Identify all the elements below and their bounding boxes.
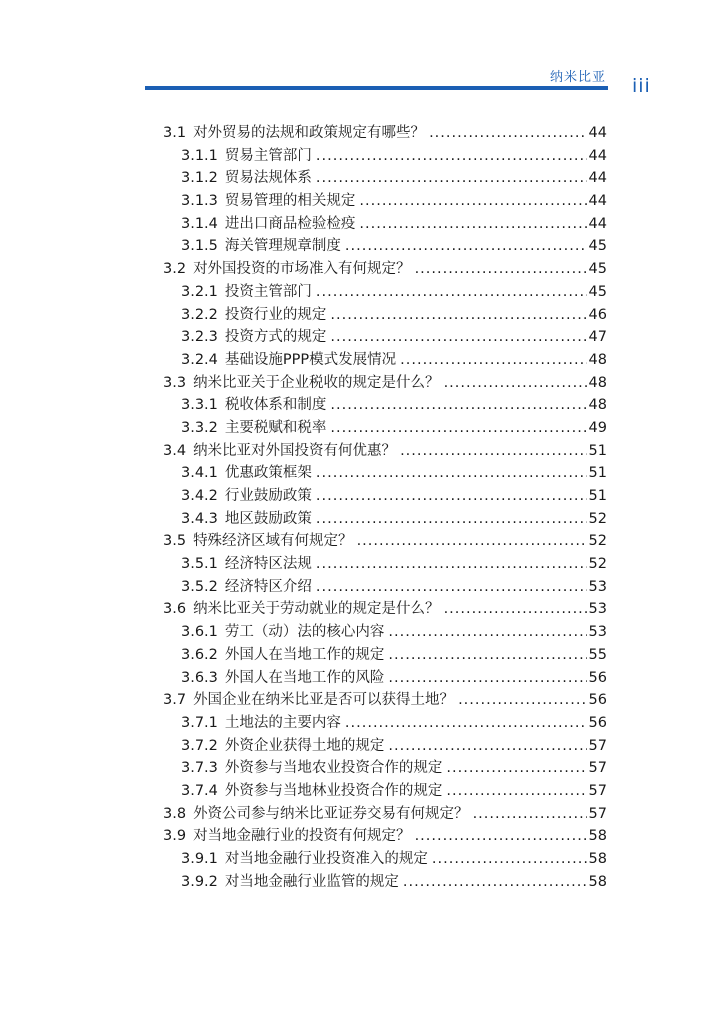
toc-entry-number: 3.7.2: [181, 737, 218, 754]
toc-entry-title: 劳工（动）法的核心内容: [224, 624, 385, 641]
toc-subsection-entry[interactable]: [163, 417, 607, 440]
toc-entry-page-number: 44: [588, 215, 607, 232]
toc-dot-leader: [316, 167, 587, 190]
toc-dot-leader: [330, 394, 586, 417]
toc-entry-title: 投资主管部门: [224, 283, 312, 300]
toc-section-entry[interactable]: [163, 803, 607, 826]
toc-dot-leader: [316, 145, 587, 168]
toc-subsection-entry[interactable]: [163, 304, 607, 327]
toc-entry-number: 3.6.3: [181, 669, 218, 686]
toc-subsection-entry[interactable]: [163, 462, 607, 485]
toc-entry-title: 外国人在当地工作的规定: [224, 646, 385, 663]
page-number: iii: [632, 75, 651, 97]
toc-subsection-entry[interactable]: [163, 848, 607, 871]
toc-subsection-entry[interactable]: [163, 757, 607, 780]
header-rule: [145, 86, 608, 90]
toc-dot-leader: [473, 803, 587, 826]
toc-entry-title: 土地法的主要内容: [224, 714, 341, 731]
toc-entry-page-number: 47: [588, 329, 607, 346]
toc-entry-number: 3.1.2: [181, 170, 218, 187]
toc-dot-leader: [388, 735, 586, 758]
toc-entry-title: 外资企业获得土地的规定: [224, 737, 385, 754]
toc-entry-page-number: 45: [588, 283, 607, 300]
toc-dot-leader: [330, 417, 586, 440]
toc-entry-number: 3.2.2: [181, 306, 218, 323]
toc-entry-page-number: 57: [588, 760, 607, 777]
toc-subsection-entry[interactable]: [163, 235, 607, 258]
toc-entry-page-number: 52: [588, 533, 607, 550]
toc-dot-leader: [330, 326, 586, 349]
toc-entry-page-number: 58: [588, 873, 607, 890]
toc-dot-leader: [316, 485, 587, 508]
toc-section-entry[interactable]: [163, 258, 607, 281]
toc-section-entry[interactable]: [163, 598, 607, 621]
toc-entry-title: 外国企业在纳米比亚是否可以获得土地？: [193, 692, 455, 709]
toc-subsection-entry[interactable]: [163, 394, 607, 417]
toc-entry-number: 3.9.1: [181, 851, 218, 867]
toc-subsection-entry[interactable]: [163, 712, 607, 735]
toc-entry-number: 3.1.1: [181, 147, 218, 164]
toc-dot-leader: [415, 825, 587, 848]
toc-entry-title: 进出口商品检验检疫: [224, 215, 356, 232]
toc-dot-leader: [400, 349, 586, 372]
toc-entry-page-number: 48: [588, 374, 607, 391]
running-header-title: 纳米比亚: [549, 70, 606, 85]
toc-entry-number: 3.7.3: [181, 760, 218, 777]
toc-entry-page-number: 52: [588, 556, 607, 573]
toc-entry-title: 贸易法规体系: [224, 170, 312, 187]
toc-entry-number: 3.4.2: [181, 488, 218, 504]
toc-subsection-entry[interactable]: [163, 667, 607, 690]
toc-dot-leader: [403, 871, 587, 894]
toc-dot-leader: [400, 440, 586, 463]
toc-dot-leader: [345, 235, 587, 258]
toc-entry-number: 3.1.4: [181, 215, 218, 232]
toc-entry-title: 优惠政策框架: [224, 465, 312, 482]
toc-dot-leader: [316, 281, 587, 304]
toc-entry-number: 3.9: [163, 828, 187, 845]
toc-entry-page-number: 58: [588, 828, 607, 845]
toc-entry-number: 3.5.2: [181, 578, 218, 595]
toc-subsection-entry[interactable]: [163, 508, 607, 531]
toc-entry-page-number: 45: [588, 238, 607, 255]
toc-subsection-entry[interactable]: [163, 621, 607, 644]
toc-entry-number: 3.2: [163, 261, 187, 278]
toc-section-entry[interactable]: [163, 689, 607, 712]
toc-dot-leader: [432, 848, 587, 871]
toc-dot-leader: [359, 213, 586, 236]
toc-entry-number: 3.3: [163, 374, 187, 391]
toc-entry-title: 基础设施PPP模式发展情况: [224, 351, 397, 368]
toc-entry-title: 贸易主管部门: [224, 147, 312, 164]
toc-entry-page-number: 56: [588, 692, 607, 709]
toc-subsection-entry[interactable]: [163, 644, 607, 667]
toc-subsection-entry[interactable]: [163, 167, 607, 190]
toc-entry-title: 行业鼓励政策: [224, 488, 312, 504]
toc-dot-leader: [345, 712, 587, 735]
toc-dot-leader: [446, 757, 586, 780]
toc-entry-page-number: 44: [588, 193, 607, 210]
toc-subsection-entry[interactable]: [163, 145, 607, 168]
toc-entry-number: 3.5.1: [181, 556, 218, 573]
toc-subsection-entry[interactable]: [163, 326, 607, 349]
toc-entry-title: 对外国投资的市场准入有何规定？: [193, 261, 411, 278]
toc-entry-number: 3.7.1: [181, 714, 218, 731]
toc-entry-title: 经济特区法规: [224, 556, 312, 573]
toc-entry-title: 海关管理规章制度: [224, 238, 341, 255]
toc-entry-number: 3.4: [163, 442, 187, 459]
toc-subsection-entry[interactable]: [163, 213, 607, 236]
toc-entry-page-number: 45: [588, 261, 607, 278]
toc-entry-page-number: 51: [588, 465, 607, 482]
toc-entry-page-number: 55: [588, 646, 607, 663]
toc-entry-number: 3.6.2: [181, 646, 218, 663]
toc-entry-page-number: 51: [588, 442, 607, 459]
toc-entry-page-number: 44: [588, 125, 607, 141]
toc-section-entry[interactable]: [163, 372, 607, 395]
toc-entry-page-number: 53: [588, 578, 607, 595]
toc-entry-page-number: 51: [588, 488, 607, 504]
toc-section-entry[interactable]: [163, 122, 607, 145]
toc-entry-title: 特殊经济区域有何规定？: [193, 533, 353, 550]
toc-entry-title: 贸易管理的相关规定: [224, 193, 356, 210]
toc-entry-title: 税收体系和制度: [224, 397, 327, 414]
toc-entry-page-number: 48: [588, 397, 607, 414]
toc-subsection-entry[interactable]: [163, 576, 607, 599]
toc-dot-leader: [446, 780, 586, 803]
toc-subsection-entry[interactable]: [163, 735, 607, 758]
toc-dot-leader: [316, 576, 587, 599]
toc-entry-title: 经济特区介绍: [224, 578, 312, 595]
toc-dot-leader: [316, 553, 587, 576]
toc-subsection-entry[interactable]: [163, 190, 607, 213]
toc-subsection-entry[interactable]: [163, 780, 607, 803]
toc-entry-number: 3.2.3: [181, 329, 218, 346]
toc-entry-title: 主要税赋和税率: [224, 419, 327, 436]
toc-entry-page-number: 56: [588, 714, 607, 731]
toc-entry-number: 3.9.2: [181, 873, 218, 890]
toc-entry-title: 对当地金融行业的投资有何规定？: [193, 828, 411, 845]
toc-entry-title: 外资公司参与纳米比亚证券交易有何规定？: [193, 805, 469, 822]
toc-entry-number: 3.6.1: [181, 624, 218, 641]
toc-dot-leader: [330, 304, 586, 327]
toc-entry-page-number: 57: [588, 737, 607, 754]
toc-entry-number: 3.1: [163, 125, 187, 141]
toc-entry-number: 3.5: [163, 533, 187, 550]
toc-dot-leader: [444, 598, 587, 621]
toc-entry-page-number: 44: [588, 170, 607, 187]
toc-entry-page-number: 52: [588, 510, 607, 527]
toc-dot-leader: [458, 689, 586, 712]
toc-entry-number: 3.6: [163, 601, 187, 618]
toc-entry-page-number: 48: [588, 351, 607, 368]
toc-entry-number: 3.4.3: [181, 510, 218, 527]
toc-entry-number: 3.1.5: [181, 238, 218, 255]
toc-entry-number: 3.4.1: [181, 465, 218, 482]
toc-section-entry[interactable]: [163, 440, 607, 463]
toc-dot-leader: [444, 372, 587, 395]
toc-entry-page-number: 46: [588, 306, 607, 323]
toc-entry-number: 3.2.1: [181, 283, 218, 300]
toc-entry-page-number: 57: [588, 805, 607, 822]
toc-entry-title: 纳米比亚关于企业税收的规定是什么？: [193, 374, 440, 391]
toc-entry-number: 3.1.3: [181, 193, 218, 210]
toc-subsection-entry[interactable]: [163, 349, 607, 372]
toc-dot-leader: [388, 621, 586, 644]
toc-dot-leader: [429, 122, 586, 145]
toc-dot-leader: [388, 644, 586, 667]
toc-dot-leader: [415, 258, 587, 281]
toc-dot-leader: [359, 190, 586, 213]
toc-entry-page-number: 49: [588, 419, 607, 436]
toc-entry-title: 纳米比亚关于劳动就业的规定是什么？: [193, 601, 440, 618]
toc-entry-number: 3.3.1: [181, 397, 218, 414]
toc-entry-title: 对当地金融行业投资准入的规定: [224, 851, 428, 867]
toc-entry-page-number: 53: [588, 624, 607, 641]
toc-entry-page-number: 58: [588, 851, 607, 867]
toc-entry-number: 3.7: [163, 692, 187, 709]
toc-entry-title: 投资方式的规定: [224, 329, 327, 346]
toc-entry-number: 3.3.2: [181, 419, 218, 436]
toc-subsection-entry[interactable]: [163, 553, 607, 576]
toc-entry-number: 3.2.4: [181, 351, 218, 368]
toc-entry-title: 对外贸易的法规和政策规定有哪些？: [193, 125, 426, 141]
toc-subsection-entry[interactable]: [163, 485, 607, 508]
toc-entry-title: 外资参与当地农业投资合作的规定: [224, 760, 443, 777]
toc-dot-leader: [316, 462, 587, 485]
toc-entry-title: 纳米比亚对外国投资有何优惠？: [193, 442, 397, 459]
toc-entry-title: 投资行业的规定: [224, 306, 327, 323]
toc-entry-title: 对当地金融行业监管的规定: [224, 873, 399, 890]
toc-dot-leader: [388, 667, 586, 690]
toc-entry-page-number: 56: [588, 669, 607, 686]
toc-entry-page-number: 57: [588, 782, 607, 799]
toc-entry-number: 3.8: [163, 805, 187, 822]
toc-section-entry[interactable]: [163, 825, 607, 848]
toc-subsection-entry[interactable]: [163, 871, 607, 894]
toc-entry-page-number: 53: [588, 601, 607, 618]
toc-entry-title: 地区鼓励政策: [224, 510, 312, 527]
table-of-contents: [163, 122, 607, 893]
toc-entry-title: 外国人在当地工作的风险: [224, 669, 385, 686]
toc-subsection-entry[interactable]: [163, 281, 607, 304]
toc-entry-title: 外资参与当地林业投资合作的规定: [224, 782, 443, 799]
toc-section-entry[interactable]: [163, 530, 607, 553]
toc-dot-leader: [357, 530, 587, 553]
toc-entry-number: 3.7.4: [181, 782, 218, 799]
toc-entry-page-number: 44: [588, 147, 607, 164]
toc-dot-leader: [316, 508, 587, 531]
